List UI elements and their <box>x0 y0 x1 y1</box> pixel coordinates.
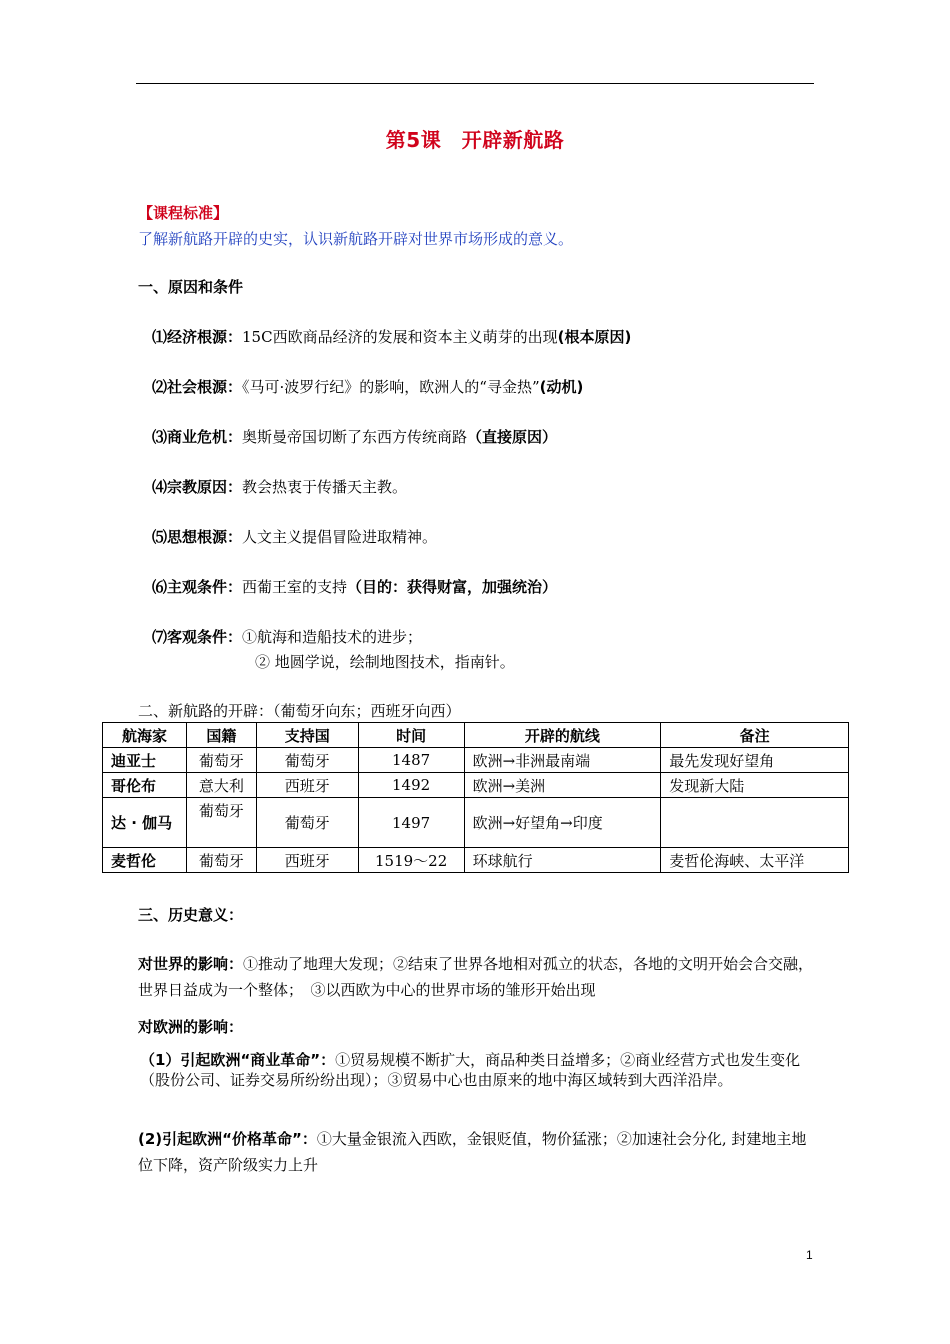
route-cell: 欧洲→美洲 <box>464 773 661 798</box>
cause-item-1 <box>152 326 631 347</box>
price-label: (2)引起欧洲“价格革命”： <box>138 1130 317 1148</box>
header-cell: 开辟的航线 <box>464 723 661 748</box>
commerce-revolution <box>140 1050 820 1090</box>
note-cell <box>661 798 849 848</box>
sponsor-cell: 葡萄牙 <box>256 798 358 848</box>
cause-text: 《马可·波罗行纪》的影响，欧洲人的“寻金热” <box>242 378 540 396</box>
world-impact <box>138 951 818 1003</box>
navigator-cell: 达 · 伽马 <box>103 798 187 848</box>
table-row <box>103 773 849 798</box>
cause-label: ⑴经济根源： <box>152 328 243 346</box>
cause-text: 教会热衷于传播天主教。 <box>242 478 408 496</box>
cause-text: 人文主义提倡冒险进取精神。 <box>242 528 438 546</box>
sponsor-cell: 西班牙 <box>256 773 358 798</box>
standard-text: 了解新航路开辟的史实，认识新航路开辟对世界市场形成的意义。 <box>138 230 574 248</box>
cause-item-4 <box>152 476 407 497</box>
world-impact-label: 对世界的影响： <box>138 955 244 973</box>
commerce-label: （1）引起欧洲“商业革命”： <box>140 1051 336 1069</box>
nationality-cell: 葡萄牙 <box>186 748 256 773</box>
note-cell: 发现新大陆 <box>661 773 849 798</box>
header-cell: 支持国 <box>256 723 358 748</box>
commerce-text: ①贸易规模不断扩大，商品种类日益增多；②商业经营方式也发生变化（股份公司、证券交易所纷纷出现）；③贸易中心也由原来的地中海区域转到大西洋沿岸。 <box>140 1051 801 1089</box>
cause-label: ⑹主观条件： <box>152 578 243 596</box>
cause-text: ①航海和造船技术的进步； <box>242 628 423 646</box>
cause-text: 15C西欧商品经济的发展和资本主义萌芽的出现 <box>242 328 558 346</box>
route-cell: 环球航行 <box>464 848 661 873</box>
sponsor-cell: 西班牙 <box>256 848 358 873</box>
year-cell: 1519～22 <box>358 848 464 873</box>
note-cell: 麦哲伦海峡、太平洋 <box>661 848 849 873</box>
lesson-title: 第5课 开辟新航路 <box>385 128 565 152</box>
cause-item-6 <box>152 576 557 597</box>
cause-note: (动机) <box>539 378 584 396</box>
sponsor-cell: 葡萄牙 <box>256 748 358 773</box>
route-cell: 欧洲→好望角→印度 <box>464 798 661 848</box>
cause-label: ⑺客观条件： <box>152 628 243 646</box>
route-cell: 欧洲→非洲最南端 <box>464 748 661 773</box>
nationality-cell: 葡萄牙 <box>186 798 256 848</box>
year-cell: 1497 <box>358 798 464 848</box>
cause-item-2 <box>152 376 583 397</box>
navigator-cell: 麦哲伦 <box>103 848 187 873</box>
table-row <box>103 848 849 873</box>
world-impact-text: ①推动了地理大发现；②结束了世界各地相对孤立的状态，各地的文明开始会合交融，世界日益成为一个整体； ③以西欧为中心的世界市场的雏形开始出现 <box>138 955 814 999</box>
nationality-cell: 葡萄牙 <box>186 848 256 873</box>
europe-impact-label: 对欧洲的影响： <box>138 1018 244 1036</box>
header-rule <box>136 83 814 84</box>
cause-label: ⑷宗教原因： <box>152 478 243 496</box>
voyages-table <box>102 722 849 873</box>
cause-item-3 <box>152 426 557 447</box>
page-number: 1 <box>806 1248 813 1262</box>
header-cell: 时间 <box>358 723 464 748</box>
header-cell: 国籍 <box>186 723 256 748</box>
cause-item-5 <box>152 526 437 547</box>
price-text: ①大量金银流入西欧，金银贬值，物价猛涨；②加速社会分化, 封建地主地位下降，资产阶级实力上升 <box>138 1130 807 1174</box>
cause-label: ⑵社会根源： <box>152 378 243 396</box>
note-cell: 最先发现好望角 <box>661 748 849 773</box>
cause-note: （直接原因） <box>467 428 558 446</box>
cause-item-7-line2: ② 地圆学说，绘制地图技术，指南针。 <box>255 653 515 671</box>
cause-note: （目的：获得财富，加强统治） <box>347 578 558 596</box>
table-row <box>103 798 849 848</box>
cause-item-7 <box>152 626 422 647</box>
nationality-cell: 意大利 <box>186 773 256 798</box>
cause-text: 西葡王室的支持 <box>242 578 348 596</box>
header-cell: 航海家 <box>103 723 187 748</box>
cause-note: (根本原因) <box>557 328 632 346</box>
cause-label: ⑸思想根源： <box>152 528 243 546</box>
cause-label: ⑶商业危机： <box>152 428 243 446</box>
year-cell: 1492 <box>358 773 464 798</box>
price-revolution <box>138 1126 818 1178</box>
navigator-cell: 哥伦布 <box>103 773 187 798</box>
section3-heading: 三、历史意义： <box>138 906 244 924</box>
section1-heading: 一、原因和条件 <box>138 278 244 296</box>
navigator-cell: 迪亚士 <box>103 748 187 773</box>
year-cell: 1487 <box>358 748 464 773</box>
section2-heading: 二、新航路的开辟：（葡萄牙向东；西班牙向西） <box>138 702 461 720</box>
standard-heading: 【课程标准】 <box>138 204 229 222</box>
header-cell: 备注 <box>661 723 849 748</box>
table-header-row <box>103 723 849 748</box>
table-row <box>103 748 849 773</box>
cause-text: 奥斯曼帝国切断了东西方传统商路 <box>242 428 468 446</box>
